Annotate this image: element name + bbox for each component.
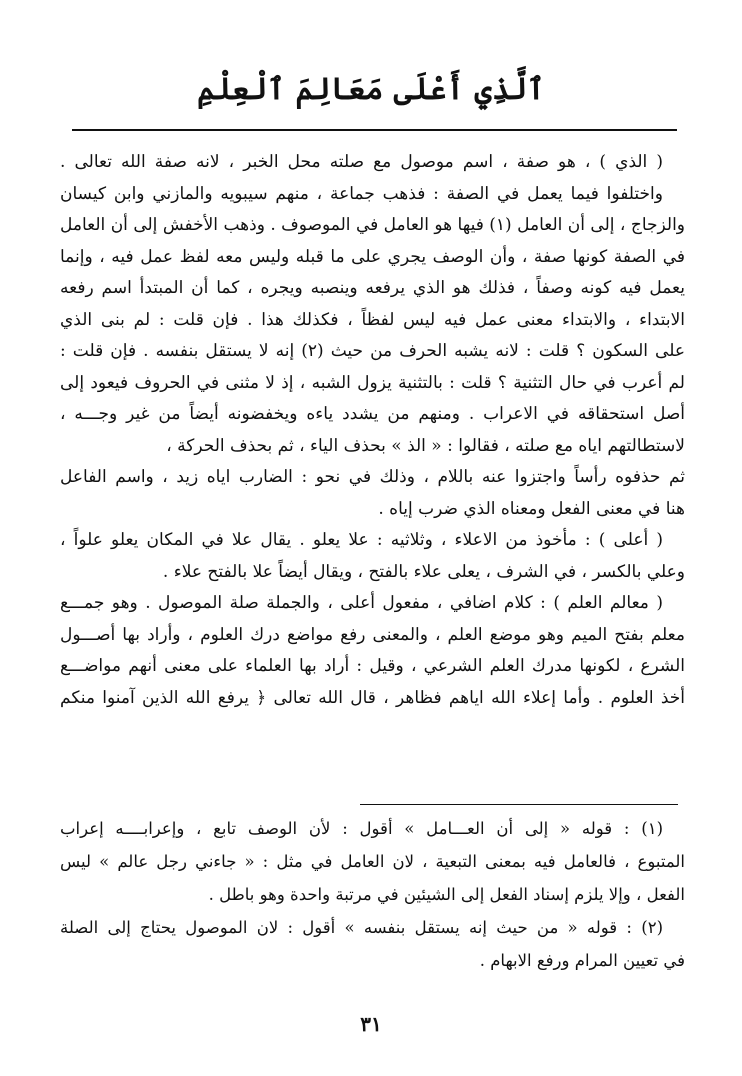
text-line: على السكون ؟ قلت : لانه يشبه الحرف من حيث (٢) إنه لا يستقل بنفسه . فإن قلت : [60,341,685,361]
text-line: ( الذي ) ، هو صفة ، اسم موصول مع صلته محل الخبر ، لانه صفة الله تعالى . [60,152,663,172]
footnote-line: الفعل ، وإلا يلزم إسناد الفعل إلى الشيئين في مرتبة واحدة وهو باطل . [208,885,685,904]
text-line: يعمل فيه كونه وصفاً ، فذلك هو الذي يرفعه وينصبه ويجره ، كما أن المبتدأ اسم رفعه [60,278,685,298]
text-line: وعلي بالكسر ، في الشرف ، يعلى علاء بالفتح ، ويقال أيضاً علا بالفتح علاء . [162,561,685,582]
footnote-line: (٢) : قوله « من حيث إنه يستقل بنفسه » أقول : لان الموصول يحتاج إلى الصلة [60,918,663,937]
page-number: ٣١ [360,1012,382,1036]
text-line: ( أعلى ) : مأخوذ من الاعلاء ، وثلاثيه : علا يعلو . يقال علا في المكان يعلو علواً ، [60,530,663,550]
footnote-line: في تعيين المرام ورفع الابهام . [479,951,685,970]
page-title: ٱلَّذِي أَعْلَى مَعَالِمَ ٱلْعِلْمِ [197,72,545,107]
text-line: الشرع ، لكونها مدرك العلم الشرعي ، وقيل : أراد بها العلماء على معنى أنهم مواضـــع [60,656,685,676]
title-divider [72,129,677,131]
footnotes [60,812,685,977]
text-line: ( معالم العلم ) : كلام اضافي ، مفعول أعلى ، والجملة صلة الموصول . وهو جمـــع [60,593,663,613]
text-line: أصل استحقاقه في الاعراب . ومنهم من يشدد ياءه ويخفضونه أيضاً من غير وجـــه ، [60,404,685,424]
main-text [60,147,685,714]
text-line: لم أعرب في حال التثنية ؟ قلت : بالتثنية يزول الشبه ، إذ لا مثنى في الحروف فيعود إلى [60,372,685,393]
text-line: الابتداء ، والابتداء معنى عمل فيه ليس لفظاً ، فكذلك هذا . فإن قلت : لم بنى الذي [60,309,685,330]
text-line: لاستطالتهم اياه مع صلته ، فقالوا : « الذ » بحذف الياء ، ثم بحذف الحركة ، [166,435,685,456]
text-line: هنا في معنى الفعل ومعناه الذي ضرب إياه . [378,498,685,519]
text-line: واختلفوا فيما يعمل في الصفة : فذهب جماعة ، منهم سيبويه والمازني وابن كيسان [60,183,663,204]
footnote-line: المتبوع ، فالعامل فيه بمعنى التبعية ، لان العامل في مثل : « جاءني رجل عالم » ليس [60,852,685,871]
footnote-line: (١) : قوله « إلى أن العـــامل » أقول : لأن الوصف تابع ، وإعرابــــه إعراب [60,819,663,838]
text-line: والزجاج ، إلى أن العامل (١) فيها هو العامل في الموصوف . وذهب الأخفش إلى أن العامل [60,215,685,235]
text-line: ثم حذفوه رأساً واجتزوا عنه باللام ، وذلك في نحو : الضارب اياه زيد ، واسم الفاعل [60,467,685,487]
text-line: أخذ العلوم . وأما إعلاء الله اياهم فظاهر ، قال الله تعالى ﴿ يرفع الله الذين آمنوا منكم [60,687,685,708]
footnote-divider [360,804,678,805]
text-line: في الصفة كونها صفة ، وأن الوصف يجري على ما قبله وليس معه لفظ عمل فيه ، وإنما [60,246,685,267]
text-line: معلم بفتح الميم وهو موضع العلم ، والمعنى رفع مواضع درك العلوم ، وأراد بها أصـــول [60,624,685,645]
